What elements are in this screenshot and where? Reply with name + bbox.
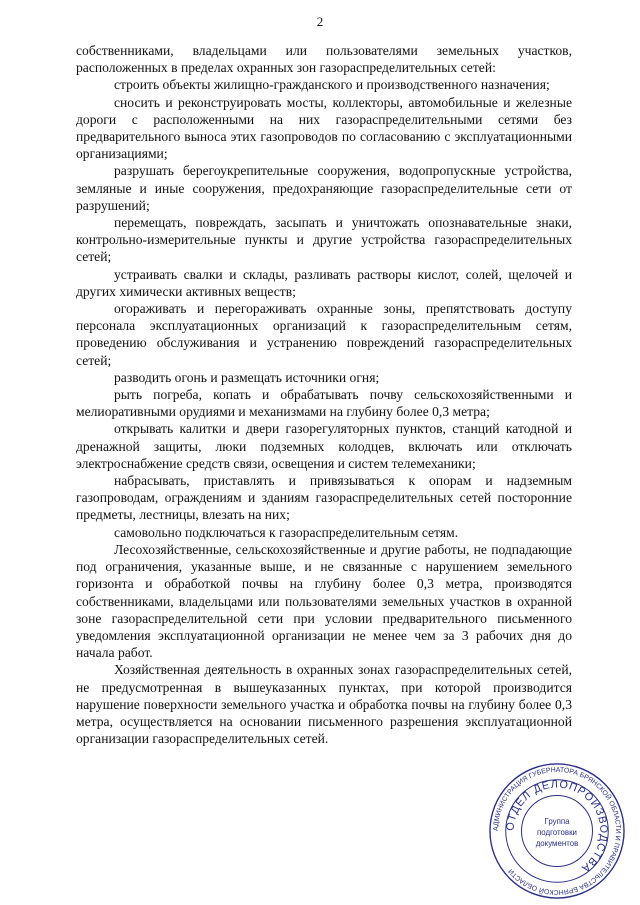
page-number: 2: [316, 14, 324, 29]
paragraph: перемещать, повреждать, засыпать и уничтожать опознавательные знаки, контрольно-измерительные пункты и другие устройства газораспределительных сетей;: [76, 215, 572, 265]
paragraph: набрасывать, приставлять и привязываться к опорам и надземным газопроводам, ограждениям и зданиям газораспределительных сетей посторонние предметы, лестницы, влезать на них;: [76, 473, 572, 523]
paragraph: Хозяйственная деятельность в охранных зонах газораспределительных сетей, не предусмотренная в вышеуказанных пунктах, при которой производится нарушение поверхности земельного участка и обработка почвы на глубину более 0,3 метра, осуществляется на основании письменного разрешения эксплуатационной организации газораспределительных сетей.: [76, 662, 572, 747]
paragraph: собственниками, владельцами или пользователями земельных участков, расположенных в пределах охранных зон газораспределительных сетей:: [76, 43, 572, 76]
paragraph: огораживать и перегораживать охранные зоны, препятствовать доступу персонала эксплуатационных организаций к газораспределительным сетям, проведению обслуживания и устранению повреждений газораспределительных сетей;: [76, 301, 572, 368]
paragraph: строить объекты жилищно-гражданского и производственного назначения;: [114, 77, 550, 93]
paragraph: устраивать свалки и склады, разливать растворы кислот, солей, щелочей и других химически активных веществ;: [76, 266, 572, 299]
stamp-center-line-2: подготовки: [537, 827, 577, 837]
paragraph: сносить и реконструировать мосты, коллекторы, автомобильные и железные дороги с расположенными на них газораспределительными сетями без предварительного выноса этих газопроводов по согласованию с эксплуатационными организациями;: [76, 94, 572, 162]
document-body: [76, 42, 572, 747]
paragraph: разрушать берегоукрепительные сооружения, водопропускные устройства, земляные и иные сооружения, предохраняющие газораспределительные сети от разрушений;: [76, 163, 572, 213]
stamp-center-line-3: документов: [535, 838, 579, 848]
paragraph: открывать калитки и двери газорегуляторных пунктов, станций катодной и дренажной защиты, люки подземных колодцев, включать или отключать электроснабжение средств связи, освещения и систем телемеханики;: [76, 421, 572, 471]
stamp-center-line-1: Группа: [544, 817, 570, 827]
paragraph: разводить огонь и размещать источники огня;: [114, 369, 380, 385]
stamp-outer-text: АДМИНИСТРАЦИЯ ГУБЕРНАТОРА БРЯНСКОЙ ОБЛАСТИ И ПРАВИТЕЛЬСТВА БРЯНСКОЙ ОБЛАСТИ: [492, 766, 622, 896]
paragraph: Лесохозяйственные, сельскохозяйственные и другие работы, не подпадающие под ограничения, указанные выше, и не связанные с нарушением земельного горизонта и обработкой почвы на глубину более 0,3 метра, производятся собственниками, владельцами или пользователями земельных участков в охранной зоне газораспределительной сети при условии предварительного письменного уведомления эксплуатационной организации не менее чем за 3 рабочих дня до начала работ.: [76, 541, 572, 661]
office-stamp: [488, 762, 626, 900]
paragraph: самовольно подключаться к газораспределительным сетям.: [114, 524, 459, 540]
stamp-ring-text: ОТДЕЛ ДЕЛОПРОИЗВОДСТВА: [504, 778, 610, 875]
paragraph: рыть погреба, копать и обрабатывать почву сельскохозяйственными и мелиоративными орудиями и механизмами на глубину более 0,3 метра;: [76, 387, 572, 420]
